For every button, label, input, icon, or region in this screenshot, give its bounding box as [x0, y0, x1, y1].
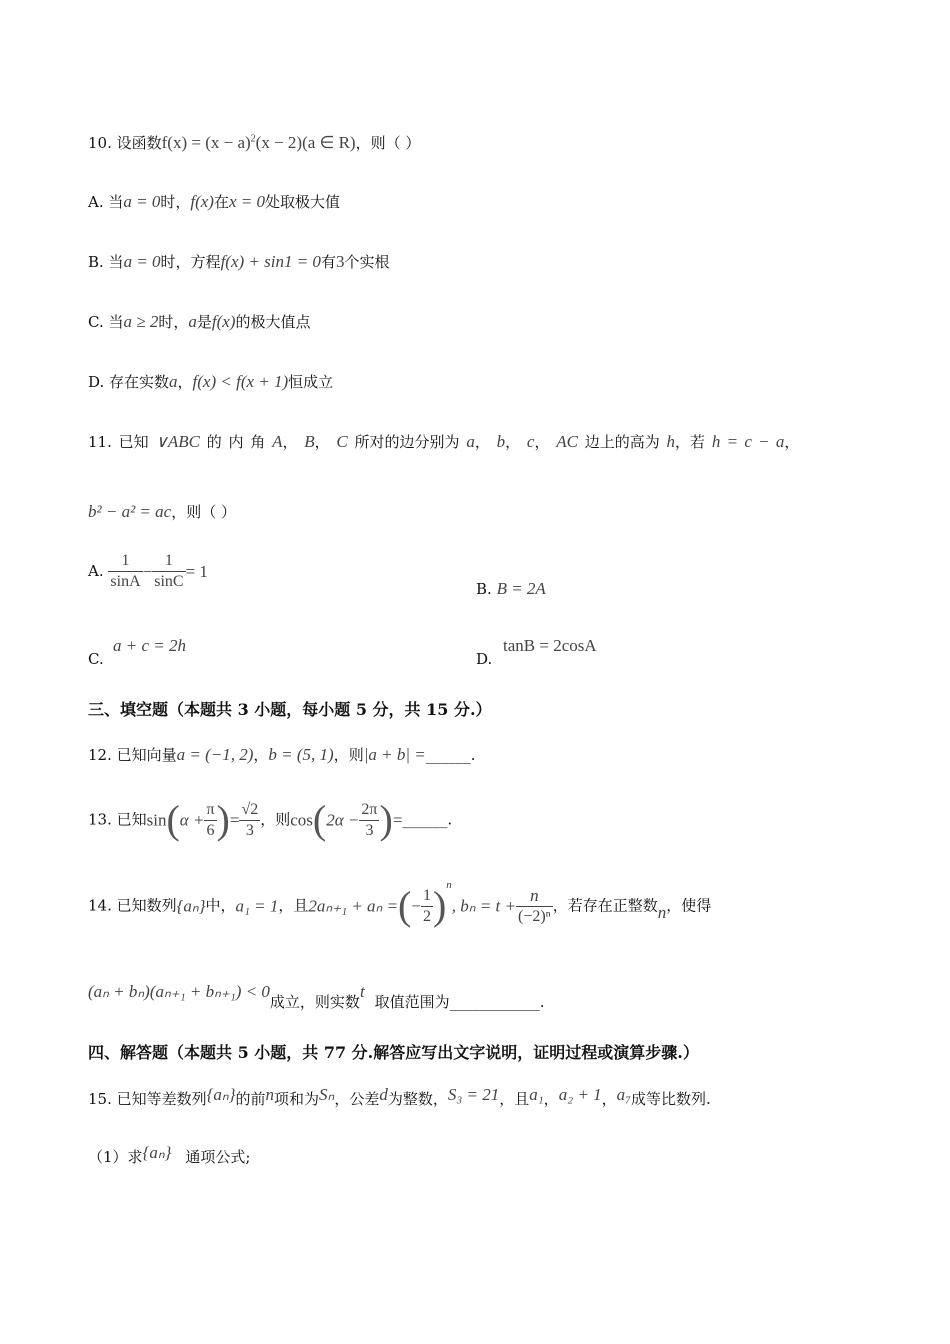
option-b-expr: f(x) + sin1 = 0 [220, 252, 321, 271]
option-a-t1: 时， [160, 193, 191, 211]
option-d-label: D. 存在实数 [88, 373, 170, 391]
q11-option-b-expr: B = 2A [496, 579, 546, 598]
q15-stem: 15. 已知等差数列 [88, 1090, 207, 1108]
q14-half-frac [421, 888, 433, 925]
q13-rparen2: ) [379, 797, 393, 842]
q13-two-alpha: 2α − [326, 810, 360, 830]
q11-option-c-label [88, 652, 104, 667]
frac2-num: 1 [152, 553, 185, 572]
frac-eq: = 1 [185, 562, 208, 581]
option-d-t2: 恒成立 [288, 373, 334, 391]
q12-answer-blank[interactable]: ______. [425, 746, 476, 764]
q15-a2: a₂ + 1 [558, 1085, 602, 1104]
option-b-t3: 个实根 [344, 253, 390, 271]
option-a-expr2: x = 0 [228, 192, 266, 211]
q14-bn-num: n [516, 887, 553, 907]
q12 [88, 746, 476, 763]
frac1-num: 1 [108, 553, 142, 572]
q11-number-text: 11. 已知 [88, 433, 149, 451]
q11-comma: ， [784, 433, 800, 451]
option-c-expr: a [188, 312, 197, 331]
q11-triangle: ∨ABC [155, 432, 200, 451]
q10-function-base: f(x) = (x − a) [161, 133, 251, 152]
q14-answer-blank[interactable]: ____________. [449, 993, 545, 1011]
q10-option-b [88, 253, 389, 270]
q11-option-b [476, 580, 546, 597]
q13-pi-num: π [204, 802, 216, 821]
q15-part1-tail: 通项公式; [185, 1148, 251, 1166]
q13-eq: = [229, 810, 240, 830]
q13-alpha: α + [179, 810, 205, 830]
q11-option-b-label: B. [476, 580, 492, 598]
q11-stem: 11. 已知 ∨ABC 的 内 角 A， B， C 所对的边分别为 a， b， c， AC 边上的高为 h，若 h = c − a， [88, 432, 800, 451]
q14-line2-t: 成立，则实数 [269, 993, 360, 1011]
q13-root-frac [239, 802, 260, 839]
q11-condition: h = c − a [711, 432, 785, 451]
q12-t: ，则 [333, 746, 364, 764]
q15-d: d [379, 1085, 388, 1104]
option-c-label: C. 当 [88, 313, 124, 331]
option-d-t1: ， [177, 373, 193, 391]
q14-line2-expr: (aₙ + bₙ)(aₙ₊₁ + bₙ₊₁) < 0 [88, 982, 270, 1001]
q15-seq: {aₙ} [206, 1085, 236, 1104]
q14-stem: 14. 已知数列 [88, 896, 177, 915]
q15-t2: 项和为 [274, 1090, 320, 1108]
q15-c2: ， [601, 1090, 617, 1108]
q13-2pi-num: 2π [359, 802, 379, 821]
q11-side-ac: AC [556, 432, 578, 451]
q13-eq2: = [392, 810, 403, 830]
option-c-t2: 是 [196, 313, 212, 331]
q15-a1: a₁ [529, 1085, 544, 1104]
q13-cos: cos [290, 810, 313, 830]
q13-root-num: √2 [239, 802, 260, 821]
option-c-t3: 的极大值点 [235, 313, 311, 331]
q11-t4: ，若 [675, 433, 706, 451]
option-b-t1: 时，方程 [160, 253, 221, 271]
option-b-t2: 有 [320, 253, 336, 271]
q11-option-c-expr-wrap [113, 637, 186, 654]
q14-t1: 中， [205, 896, 236, 915]
q14-t4: ，使得 [666, 896, 712, 915]
q11-height: h [666, 432, 676, 451]
q13-pi-frac [204, 802, 216, 839]
q10-option-a [88, 193, 340, 210]
option-a-label: A. 当 [88, 193, 124, 211]
q10-tail: ，则（ ） [355, 134, 421, 152]
q15-t1: 的前 [235, 1090, 266, 1108]
option-a-cond: a = 0 [123, 192, 161, 211]
q11-option-c-label-text: C. [88, 650, 104, 668]
option-b-expr2: 3 [335, 252, 345, 271]
q13-rparen: ) [216, 797, 230, 842]
q14-n: n [657, 903, 667, 922]
q11-t3: 边上的高为 [584, 433, 660, 451]
q12-vector-a: a = (−1, 2) [176, 745, 254, 764]
q14-line2 [88, 982, 545, 1011]
q11-option-a [88, 553, 208, 590]
q10-function-exp: 2 [250, 133, 256, 145]
q15-sn: Sₙ [319, 1085, 335, 1104]
q14-line2-tail: 取值范围为 [374, 993, 450, 1011]
q11-option-d-label [476, 652, 492, 667]
q11-side-c: c [526, 432, 535, 451]
q13-lparen2: ( [312, 797, 327, 842]
option-a-t3: 处取极大值 [265, 193, 341, 211]
q13 [88, 797, 453, 842]
q11-option-d-expr: tanB = 2cosA [503, 636, 597, 655]
option-d-cond: a [169, 372, 178, 391]
q15-t4: 为整数， [387, 1090, 448, 1108]
option-a-expr: f(x) [190, 192, 214, 211]
section-four-heading: 四、解答题（本题共 5 小题，共 77 分.解答应写出文字说明，证明过程或演算步骤.） [88, 1043, 699, 1062]
option-d-expr: f(x) < f(x + 1) [192, 372, 289, 391]
q13-lparen: ( [166, 797, 180, 842]
q11-option-c-expr: a + c = 2h [113, 636, 186, 655]
q15-part1-seq: {aₙ} [142, 1143, 172, 1162]
q14-recurrence: 2aₙ₊₁ + aₙ = [308, 896, 399, 916]
q11-option-a-frac1 [108, 553, 142, 590]
q11-angle-a: A [272, 432, 283, 451]
option-c-expr2: f(x) [211, 312, 236, 331]
q11-angle-b: B [304, 432, 315, 451]
option-c-t1: 时， [158, 313, 189, 331]
q13-2pi-frac [359, 802, 379, 839]
q15-c1: ， [543, 1090, 559, 1108]
q11-angle-c: C [336, 432, 348, 451]
q15-n: n [265, 1085, 275, 1104]
q13-2pi-den: 3 [365, 821, 374, 839]
q13-stem: 13. 已知 [88, 810, 147, 829]
option-c-cond: a ≥ 2 [123, 312, 159, 331]
q14-rparen: ) [432, 883, 447, 928]
option-a-t2: 在 [213, 193, 229, 211]
q14-half-den: 2 [422, 907, 431, 925]
q12-expr: |a + b| = [363, 745, 426, 764]
q15-t5: ，且 [499, 1090, 530, 1108]
q10-number-text: 10. 设函数 [88, 134, 162, 152]
q15 [88, 1085, 711, 1108]
q12-sep: ， [253, 746, 269, 764]
q11-line2-tail: ，则（ ） [171, 503, 236, 521]
q11-t2: 所对的边分别为 [354, 433, 460, 451]
q15-t6: 成等比数列. [631, 1090, 711, 1108]
q10-function-rest: (x − 2)(a ∈ R) [255, 133, 356, 152]
q13-root-den: 3 [245, 821, 254, 839]
q10-option-c [88, 313, 310, 330]
q14-exp: n [446, 879, 452, 891]
q14-lparen: ( [398, 883, 412, 928]
q14-t3: ，若存在正整数 [552, 896, 658, 915]
q11-line2-expr: b² − a² = ac [88, 502, 172, 521]
q13-pi-den: 6 [206, 821, 215, 839]
q15-part1 [88, 1143, 251, 1166]
q13-answer-blank[interactable]: ______. [402, 810, 453, 829]
q11-line2 [88, 503, 236, 520]
frac-minus: − [142, 562, 153, 581]
q13-t: ，则 [260, 810, 291, 829]
q14-neg: − [411, 896, 421, 916]
q13-sin: sin [146, 810, 167, 830]
q11-side-b: b [496, 432, 506, 451]
q15-s3: S₃ = 21 [447, 1085, 500, 1104]
q14-var-t: t [359, 982, 365, 1001]
option-b-cond: a = 0 [123, 252, 161, 271]
q11-option-d-expr-wrap [503, 637, 597, 654]
q14-t2: ，且 [278, 896, 309, 915]
q11-t1: 的 内 角 [206, 433, 266, 451]
q10-stem [88, 134, 420, 151]
q11-option-d-label-text: D. [476, 650, 493, 668]
q14-a1: a₁ = 1 [235, 896, 279, 916]
section-three-heading: 三、填空题（本题共 3 小题，每小题 5 分，共 15 分.） [88, 700, 492, 719]
q14-half-num: 1 [421, 888, 433, 907]
q14-bn-den: (−2)ⁿ [518, 908, 551, 925]
option-b-label: B. 当 [88, 253, 124, 271]
q11-side-a: a [466, 432, 475, 451]
q14-seq: {aₙ} [176, 896, 206, 916]
q15-part1-label: （1）求 [88, 1148, 143, 1166]
q14 [88, 880, 711, 926]
q10-function [162, 133, 356, 152]
q15-t3: ，公差 [334, 1090, 380, 1108]
q12-stem: 12. 已知向量 [88, 746, 177, 764]
q11-option-a-frac2 [152, 553, 185, 590]
q12-vector-b: b = (5, 1) [268, 745, 334, 764]
q11-option-a-label: A. [88, 562, 104, 580]
frac2-den: sinC [154, 573, 184, 590]
frac1-den: sinA [110, 573, 141, 590]
q14-bn-frac [516, 887, 553, 925]
q14-bn: , bₙ = t + [451, 896, 516, 916]
q15-a7: a₇ [616, 1085, 632, 1104]
q10-option-d [88, 373, 333, 390]
